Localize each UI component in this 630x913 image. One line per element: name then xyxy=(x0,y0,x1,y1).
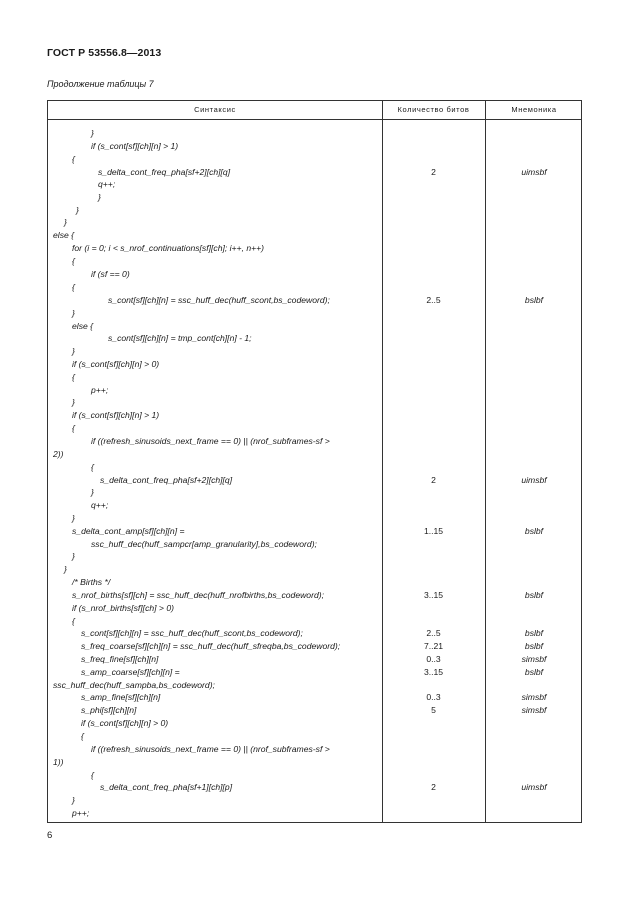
syntax-line: else { xyxy=(72,321,94,331)
bit-count: 2..5 xyxy=(426,628,441,638)
bit-count: 0..3 xyxy=(426,654,441,664)
mnemonic: simsbf xyxy=(521,654,547,664)
syntax-line: { xyxy=(72,282,75,292)
syntax-line: } xyxy=(98,192,101,202)
syntax-line: } xyxy=(72,513,75,523)
syntax-line: s_phi[sf][ch][n] xyxy=(81,705,137,715)
syntax-line: { xyxy=(91,770,94,780)
syntax-line: /* Births */ xyxy=(72,577,111,587)
syntax-line: } xyxy=(72,795,75,805)
syntax-line: if (s_cont[sf][ch][n] > 1) xyxy=(72,410,160,420)
syntax-line: s_cont[sf][ch][n] = tmp_cont[ch][n] - 1; xyxy=(108,333,252,343)
mnemonic: bslbf xyxy=(524,590,544,600)
syntax-line: 2)) xyxy=(53,449,64,459)
syntax-line: if (s_cont[sf][ch][n] > 1) xyxy=(91,141,179,151)
bit-count: 7..21 xyxy=(423,641,444,651)
syntax-line: { xyxy=(81,731,84,741)
bit-count: 1..15 xyxy=(423,526,444,536)
syntax-line: s_cont[sf][ch][n] = ssc_huff_dec(huff_scont,bs_codeword); xyxy=(108,295,330,305)
column-header-bits: Количество битов xyxy=(397,105,470,114)
syntax-line: { xyxy=(72,372,75,382)
syntax-line: { xyxy=(72,154,75,164)
syntax-line: s_nrof_births[sf][ch] = ssc_huff_dec(huff_nrofbirths,bs_codeword); xyxy=(72,590,324,600)
syntax-line: s_cont[sf][ch][n] = ssc_huff_dec(huff_scont,bs_codeword); xyxy=(81,628,303,638)
mnemonic: bslbf xyxy=(524,295,544,305)
mnemonic: uimsbf xyxy=(521,782,547,792)
syntax-line: q++; xyxy=(98,179,116,189)
syntax-line: } xyxy=(72,551,75,561)
syntax-table xyxy=(47,100,582,823)
mnemonic: bslbf xyxy=(524,641,544,651)
bit-count: 5 xyxy=(431,705,436,715)
syntax-line: } xyxy=(76,205,79,215)
syntax-line: { xyxy=(72,256,75,266)
syntax-line: { xyxy=(72,423,75,433)
syntax-line: ssc_huff_dec(huff_sampba,bs_codeword); xyxy=(53,680,215,690)
syntax-line: } xyxy=(72,346,75,356)
mnemonic: simsbf xyxy=(521,705,547,715)
syntax-line: 1)) xyxy=(53,757,64,767)
syntax-line: s_delta_cont_freq_pha[sf+1][ch][p] xyxy=(100,782,233,792)
syntax-line: if ((refresh_sinusoids_next_frame == 0) || (nrof_subframes-sf > xyxy=(91,436,330,446)
syntax-line: if (sf == 0) xyxy=(91,269,130,279)
column-header-syntax: Синтаксис xyxy=(194,105,236,114)
mnemonic: bslbf xyxy=(524,628,544,638)
syntax-line: } xyxy=(91,128,94,138)
syntax-line: if (s_cont[sf][ch][n] > 0) xyxy=(81,718,169,728)
table-continuation-caption: Продолжение таблицы 7 xyxy=(47,79,154,89)
bit-count: 3..15 xyxy=(423,667,444,677)
header-divider xyxy=(48,119,581,120)
syntax-line: s_amp_coarse[sf][ch][n] = xyxy=(81,667,180,677)
syntax-line: else { xyxy=(53,230,75,240)
syntax-line: s_freq_coarse[sf][ch][n] = ssc_huff_dec(huff_sfreqba,bs_codeword); xyxy=(81,641,341,651)
page-number: 6 xyxy=(47,830,53,841)
syntax-line: { xyxy=(72,616,75,626)
syntax-line: } xyxy=(72,308,75,318)
bit-count: 2..5 xyxy=(426,295,441,305)
syntax-line: p++; xyxy=(91,385,109,395)
syntax-line: ssc_huff_dec(huff_sampcr[amp_granularity],bs_codeword); xyxy=(91,539,317,549)
syntax-line: if (s_cont[sf][ch][n] > 0) xyxy=(72,359,160,369)
syntax-line: s_delta_cont_freq_pha[sf+2][ch][q] xyxy=(100,475,233,485)
syntax-line: } xyxy=(64,564,67,574)
bit-count: 0..3 xyxy=(426,692,441,702)
mnemonic: simsbf xyxy=(521,692,547,702)
syntax-line: } xyxy=(72,397,75,407)
mnemonic: uimsbf xyxy=(521,167,547,177)
bit-count: 2 xyxy=(431,167,436,177)
mnemonic: bslbf xyxy=(524,667,544,677)
syntax-line: } xyxy=(64,217,67,227)
standard-header: ГОСТ Р 53556.8—2013 xyxy=(47,47,162,59)
syntax-line: s_freq_fine[sf][ch][n] xyxy=(81,654,159,664)
syntax-line: s_delta_cont_freq_pha[sf+2][ch][q] xyxy=(98,167,231,177)
mnemonic: uimsbf xyxy=(521,475,547,485)
syntax-line: if ((refresh_sinusoids_next_frame == 0) || (nrof_subframes-sf > xyxy=(91,744,330,754)
bit-count: 2 xyxy=(431,475,436,485)
syntax-line: s_amp_fine[sf][ch][n] xyxy=(81,692,161,702)
syntax-line: } xyxy=(91,487,94,497)
syntax-line: q++; xyxy=(91,500,109,510)
bit-count: 2 xyxy=(431,782,436,792)
syntax-line: { xyxy=(91,462,94,472)
column-header-mnemonic: Мнемоника xyxy=(511,105,557,114)
syntax-line: p++; xyxy=(72,808,90,818)
mnemonic: bslbf xyxy=(524,526,544,536)
syntax-line: s_delta_cont_amp[sf][ch][n] = xyxy=(72,526,185,536)
bit-count: 3..15 xyxy=(423,590,444,600)
syntax-line: for (i = 0; i < s_nrof_continuations[sf][ch]; i++, n++) xyxy=(72,243,265,253)
syntax-line: if (s_nrof_births[sf][ch] > 0) xyxy=(72,603,174,613)
